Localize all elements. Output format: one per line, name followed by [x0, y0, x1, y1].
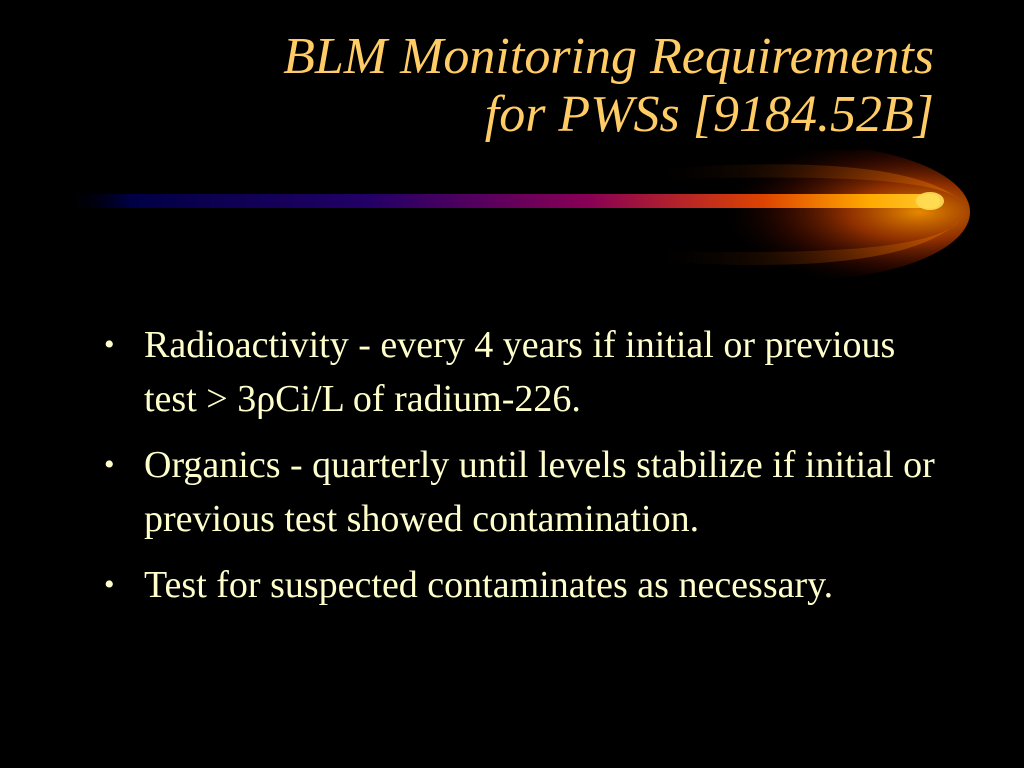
- bullet-text: Test for suspected contaminates as necessary.: [144, 564, 834, 606]
- title-line-2: for PWSs [9184.52B]: [484, 86, 934, 143]
- slide-title: [74, 28, 934, 144]
- title-line-1: BLM Monitoring Requirements: [283, 28, 934, 85]
- bullet-text: Organics - quarterly until levels stabilize if initial or previous test showed contamination.: [144, 444, 935, 540]
- bullet-item-suspected-contaminates: [100, 558, 940, 612]
- bullet-marker: •: [104, 448, 115, 481]
- bullet-item-organics: [100, 438, 940, 546]
- decorative-comet-stripe: [0, 150, 1024, 280]
- bullet-list: [100, 318, 940, 624]
- bullet-marker: •: [104, 568, 115, 601]
- bullet-item-radioactivity: [100, 318, 940, 426]
- comet-head: [916, 192, 944, 210]
- comet-stripe: [60, 194, 940, 208]
- bullet-marker: •: [104, 328, 115, 361]
- bullet-text: Radioactivity - every 4 years if initial or previous test > 3ρCi/L of radium-226.: [144, 324, 896, 420]
